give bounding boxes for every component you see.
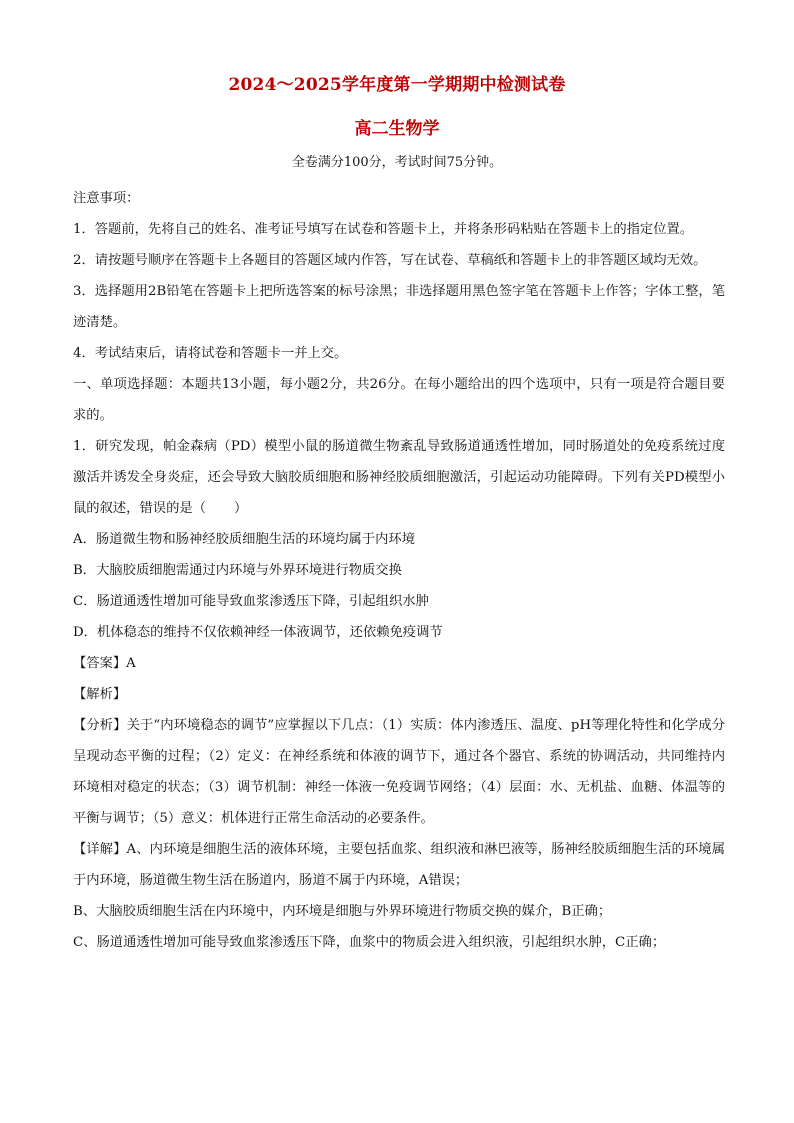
detail-a: 【详解】A、内环境是细胞生活的液体环境，主要包括血浆、组织液和淋巴液等，肠神经胶质细胞生活的环境属于内环境，肠道微生物生活在肠道内，肠道不属于内环境，A错误； xyxy=(73,842,725,888)
exam-info: 全卷满分100分，考试时间75分钟。 xyxy=(291,155,503,170)
notice-item-1: 1．答题前，先将自己的姓名、准考证号填写在试卷和答题卡上，并将条形码粘贴在答题卡上的指定位置。 xyxy=(73,222,694,237)
exam-title: 2024～2025学年度第一学期期中检测试卷 xyxy=(228,75,566,95)
question-stem xyxy=(73,431,725,524)
option-c: C．肠道通透性增加可能导致血浆渗透压下降，引起组织水肿 xyxy=(73,594,429,609)
analysis-text: 【分析】关于“内环境稳态的调节”应掌握以下几点：（1）实质：体内渗透压、温度、pH等理化特性和化学成分呈现动态平衡的过程；（2）定义：在神经系统和体液的调节下，通过各个器官、系统的协调活动，共同维持内环境相对稳定的状态；（3）调节机制：神经一体液一免疫调节网络；（4）层面：水、无机盐、血糖、体温等的平衡与调节；（5）意义：机体进行正常生命活动的必要条件。 xyxy=(73,718,725,826)
notice-item-3: 3．选择题用2B铅笔在答题卡上把所选答案的标号涂黑；非选择题用黑色签字笔在答题卡上作答；字体工整，笔迹清楚。 xyxy=(73,284,725,330)
detail-b: B、大脑胶质细胞生活在内环境中，内环境是细胞与外界环境进行物质交换的媒介，B正确； xyxy=(73,904,612,919)
option-d: D．机体稳态的维持不仅依赖神经一体液调节，还依赖免疫调节 xyxy=(73,625,443,640)
option-b: B．大脑胶质细胞需通过内环境与外界环境进行物质交换 xyxy=(73,563,402,578)
notice-heading: 注意事项： xyxy=(73,191,140,206)
option-a: A．肠道微生物和肠神经胶质细胞生活的环境均属于内环境 xyxy=(73,532,416,547)
answer-label: 【答案】A xyxy=(73,656,136,671)
notice-item-4: 4．考试结束后，请将试卷和答题卡一并上交。 xyxy=(73,346,348,361)
detail-c: C、肠道通透性增加可能导致血浆渗透压下降，血浆中的物质会进入组织液，引起组织水肿，C正确； xyxy=(73,935,666,950)
subject-title: 高二生物学 xyxy=(354,119,440,139)
analysis-heading: 【解析】 xyxy=(73,687,127,702)
question-stem-close: ） xyxy=(233,501,248,516)
section-heading: 一、单项选择题：本题共13小题，每小题2分，共26分。在每小题给出的四个选项中，只有一项是符合题目要求的。 xyxy=(73,377,725,423)
question-stem-text: 1．研究发现，帕金森病（PD）模型小鼠的肠道微生物紊乱导致肠道通透性增加，同时肠道处的免疫系统过度激活并诱发全身炎症，还会导致大脑胶质细胞和肠神经胶质细胞激活，引起运动功能障碍。下列有关PD模型小鼠的叙述，错误的是（ xyxy=(73,439,725,516)
notice-item-2: 2．请按题号顺序在答题卡上各题目的答题区域内作答，写在试卷、草稿纸和答题卡上的非答题区域均无效。 xyxy=(73,253,707,268)
exam-body xyxy=(73,183,725,958)
